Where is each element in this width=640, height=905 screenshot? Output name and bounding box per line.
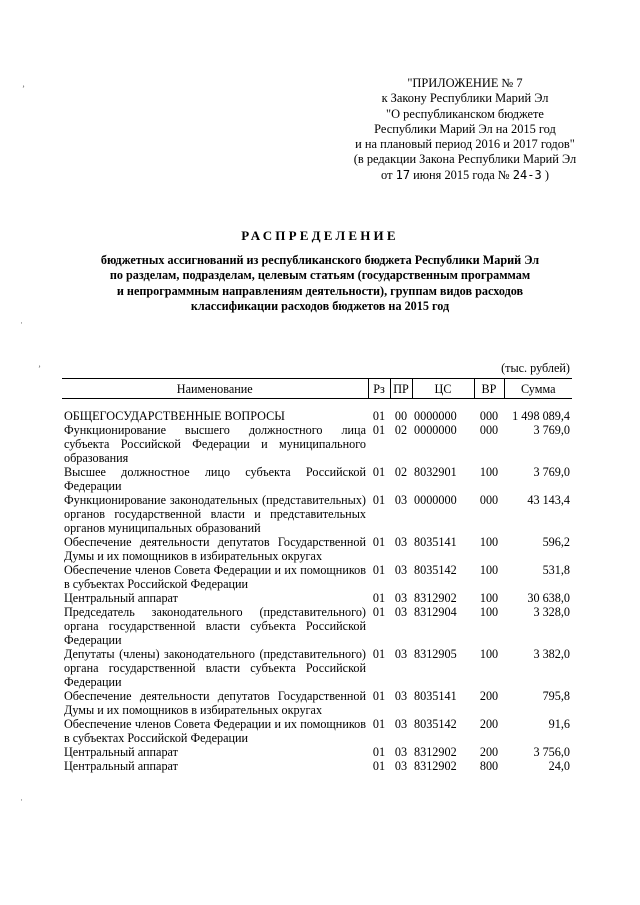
table-row [62, 535, 572, 563]
row-name: Обеспечение деятельности депутатов Государственной Думы и их помощников в избирательных округах [64, 689, 366, 717]
row-sum: 30 638,0 [527, 591, 570, 605]
row-rz: 01 [372, 409, 386, 423]
row-cs: 0000000 [414, 409, 457, 423]
row-rz: 01 [372, 465, 386, 479]
row-vr: 200 [479, 717, 499, 731]
appendix-line: к Закону Республики Марий Эл [381, 91, 549, 106]
table-row [62, 689, 572, 717]
row-cs: 8312902 [414, 759, 457, 773]
row-pr: 02 [394, 465, 408, 479]
row-sum: 3 328,0 [533, 605, 570, 619]
table-row [62, 423, 572, 465]
row-pr: 03 [394, 563, 408, 577]
table-row [62, 591, 572, 605]
unit-label: (тыс. рублей) [501, 361, 570, 375]
row-rz: 01 [372, 689, 386, 703]
subtitle-line: и непрограммным направлениям деятельности), группам видов расходов [116, 283, 524, 298]
row-pr: 03 [394, 717, 408, 731]
budget-table [62, 378, 572, 773]
row-cs: 8035141 [414, 535, 457, 549]
date-prefix: от [381, 167, 393, 182]
subtitle-line: бюджетных ассигнований из республиканского бюджета Республики Марий Эл [100, 253, 540, 267]
row-pr: 02 [394, 423, 408, 437]
row-rz: 01 [372, 605, 386, 619]
row-cs: 8035141 [414, 689, 457, 703]
row-vr: 200 [479, 689, 499, 703]
row-pr: 03 [394, 591, 408, 605]
row-vr: 100 [479, 647, 499, 661]
row-rz: 01 [372, 745, 386, 759]
row-name: Депутаты (члены) законодательного (представительного) органа государственной власти субъекта Российской Федерации [64, 647, 366, 689]
row-sum: 91,6 [548, 717, 570, 731]
table-row [62, 717, 572, 745]
row-rz: 01 [372, 535, 386, 549]
row-pr: 03 [394, 493, 408, 507]
spacer-cell [62, 399, 572, 410]
row-sum: 3 756,0 [533, 745, 570, 759]
table-row [62, 493, 572, 535]
table-header-row [62, 379, 572, 399]
row-pr: 03 [394, 745, 408, 759]
scan-speck: ’ [38, 364, 41, 374]
col-header-pr: ПР [390, 379, 412, 399]
row-rz: 01 [372, 647, 386, 661]
table-row [62, 409, 572, 423]
row-cs: 8312902 [414, 591, 457, 605]
row-pr: 03 [394, 689, 408, 703]
row-cs: 8312904 [414, 605, 457, 619]
date-suffix: ) [544, 167, 549, 182]
row-sum: 3 769,0 [533, 465, 570, 479]
row-sum: 3 769,0 [533, 423, 570, 437]
appendix-line: (в редакции Закона Республики Марий Эл [353, 152, 577, 167]
row-rz: 01 [372, 563, 386, 577]
spacer-row [62, 399, 572, 410]
row-sum: 531,8 [542, 563, 570, 577]
row-vr: 100 [479, 591, 499, 605]
row-name: ОБЩЕГОСУДАРСТВЕННЫЕ ВОПРОСЫ [64, 409, 285, 423]
row-name: Функционирование высшего должностного лица субъекта Российской Федерации и муниципального образования [64, 423, 366, 465]
row-sum: 795,8 [542, 689, 570, 703]
row-pr: 00 [394, 409, 408, 423]
row-sum: 3 382,0 [533, 647, 570, 661]
scan-speck: · [20, 318, 23, 328]
date-middle: июня 2015 года № [413, 167, 510, 182]
row-pr: 03 [394, 535, 408, 549]
row-vr: 100 [479, 563, 499, 577]
row-vr: 800 [479, 759, 499, 773]
row-rz: 01 [372, 423, 386, 437]
col-header-name: Наименование [62, 379, 368, 399]
table-row [62, 465, 572, 493]
subtitle-line: классификации расходов бюджетов на 2015 год [190, 299, 450, 314]
row-vr: 000 [479, 409, 499, 423]
table-row [62, 647, 572, 689]
row-vr: 100 [479, 535, 499, 549]
row-rz: 01 [372, 759, 386, 773]
col-header-rz: Рз [368, 379, 390, 399]
document-title: РАСПРЕДЕЛЕНИЕ [241, 228, 399, 243]
document-subtitle [70, 253, 570, 315]
row-vr: 200 [479, 745, 499, 759]
row-rz: 01 [372, 717, 386, 731]
row-cs: 8035142 [414, 563, 457, 577]
table-row [62, 563, 572, 591]
row-pr: 03 [394, 647, 408, 661]
row-name: Обеспечение членов Совета Федерации и их помощников в субъектах Российской Федерации [64, 563, 366, 591]
row-cs: 8312905 [414, 647, 457, 661]
row-name: Центральный аппарат [64, 745, 178, 759]
appendix-line: Республики Марий Эл на 2015 год [374, 121, 556, 136]
row-cs: 8312902 [414, 745, 457, 759]
row-vr: 000 [479, 493, 499, 507]
scan-speck: ’ [22, 84, 25, 94]
appendix-date-line [300, 168, 630, 183]
row-sum: 596,2 [542, 535, 570, 549]
table-row [62, 745, 572, 759]
appendix-line: и на плановый период 2016 и 2017 годов" [355, 137, 575, 152]
row-rz: 01 [372, 493, 386, 507]
appendix-line: "О республиканском бюджете [386, 106, 544, 121]
subtitle-line: по разделам, подразделам, целевым статьям (государственным программам [109, 268, 531, 283]
scan-speck: · [20, 795, 23, 805]
row-sum: 1 498 089,4 [512, 409, 570, 423]
date-day: 17 [395, 167, 411, 182]
law-number: 24-З [512, 167, 542, 182]
row-vr: 100 [479, 465, 499, 479]
row-name: Обеспечение деятельности депутатов Государственной Думы и их помощников в избирательных округах [64, 535, 366, 563]
row-name: Председатель законодательного (представительного) органа государственной власти субъекта Российской Федерации [64, 605, 366, 647]
appendix-line: "ПРИЛОЖЕНИЕ № 7 [407, 76, 523, 90]
row-sum: 43 143,4 [527, 493, 570, 507]
row-vr: 100 [479, 605, 499, 619]
appendix-header [300, 76, 630, 183]
row-name: Высшее должностное лицо субъекта Российской Федерации [64, 465, 366, 493]
col-header-sum: Сумма [504, 379, 572, 399]
row-sum: 24,0 [548, 759, 570, 773]
row-pr: 03 [394, 759, 408, 773]
row-cs: 8032901 [414, 465, 457, 479]
row-pr: 03 [394, 605, 408, 619]
row-rz: 01 [372, 591, 386, 605]
row-cs: 0000000 [414, 423, 457, 437]
row-cs: 0000000 [414, 493, 457, 507]
col-header-cs: ЦС [412, 379, 474, 399]
row-name: Обеспечение членов Совета Федерации и их помощников в субъектах Российской Федерации [64, 717, 366, 745]
table-row [62, 605, 572, 647]
table-row [62, 759, 572, 773]
row-name: Центральный аппарат [64, 591, 178, 605]
row-name: Функционирование законодательных (представительных) органов государственной власти и представительных органов муниципальных образований [64, 493, 366, 535]
row-vr: 000 [479, 423, 499, 437]
col-header-vr: ВР [474, 379, 504, 399]
row-cs: 8035142 [414, 717, 457, 731]
row-name: Центральный аппарат [64, 759, 178, 773]
